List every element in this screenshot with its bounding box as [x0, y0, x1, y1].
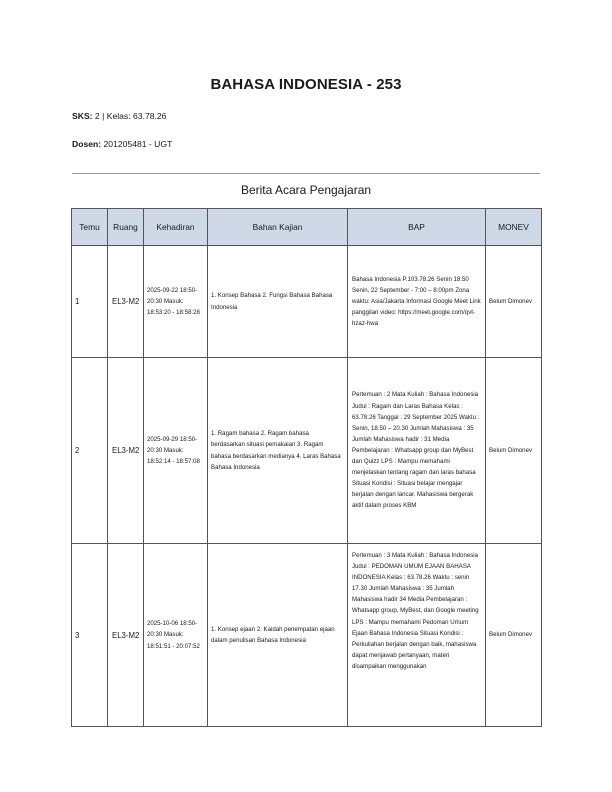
cell-monev: Belum Dimonev — [486, 246, 542, 358]
course-title: BAHASA INDONESIA - 253 — [210, 76, 402, 93]
cell-bap: Pertemuan : 2 Mata Kuliah : Bahasa Indonesia Judul : Ragam dan Laras Bahasa Kelas : 63.78.26 Tanggal : 29 September 2025 Waktu : Senin, 18.50 – 20.30 Jumlah Mahasiswa : 35 Jumlah Mahasiswa hadir : 31 Media Pembelajaran : Whatsapp group dan MyBest dan Quizz LPS : Mampu memahami menjelaskan tentang ragam dan laras bahasa Situasi Kondisi : Situasi belajar mengajar berjalan dengan lancar. Mahasiswa bergerak aktif dalam proses KBM — [348, 358, 486, 544]
header-bap: BAP — [348, 209, 486, 246]
cell-bap: Bahasa Indonesia P.103.78.26 Senin 18.50 Senin, 22 September - 7:00 – 8:00pm Zona waktu: Asia/Jakarta Informasi Google Meet Link panggilan video: https://meet.google.com/qvt-hzaz-hwa — [348, 246, 486, 358]
table-row — [72, 358, 542, 544]
sks-label: SKS: — [72, 111, 93, 121]
table-row — [72, 246, 542, 358]
header-temu: Temu — [72, 209, 108, 246]
header-kehadiran: Kehadiran — [144, 209, 208, 246]
cell-ruang: EL3-M2 — [108, 544, 144, 727]
sks-kelas-value: 2 | Kelas: 63.78.26 — [92, 111, 167, 121]
cell-kehadiran: 2025-09-22 18:50-20:30 Masuk: 18:53:20 - 18:58:28 — [144, 246, 208, 358]
table-header-row — [72, 209, 542, 246]
course-sks-kelas — [72, 111, 166, 121]
table-row — [72, 544, 542, 727]
cell-ruang: EL3-M2 — [108, 246, 144, 358]
cell-temu: 2 — [72, 358, 108, 544]
divider — [72, 173, 540, 174]
header-monev: MONEV — [486, 209, 542, 246]
cell-temu: 1 — [72, 246, 108, 358]
cell-bahan-kajian: 1. Konsep Bahasa 2. Fungsi Bahasa Bahasa Indonesia — [208, 246, 348, 358]
dosen-value: 201205481 - UGT — [101, 139, 173, 149]
cell-monev: Belum Dimonev — [486, 358, 542, 544]
dosen-label: Dosen: — [72, 139, 102, 149]
cell-bap: Pertemuan : 3 Mata Kuliah : Bahasa Indonesia Judul : PEDOMAN UMUM EJAAN BAHASA INDONESIA Kelas : 63.78.26 Waktu : senin 17.30 Jumlah Mahasiswa : 35 Jumlah Mahasiswa hadir 34 Media Pembelajaran : Whatsapp group, MyBest, dan Google meeting LPS : Mampu memahami Pedoman Umum Ejaan Bahasa Indonesia Situasi Kondisi : Perkuliahan berjalan dengan baik, mahasiswa dapat menjawab pertanyaan, materi disampaikan menggunakan — [348, 544, 486, 727]
cell-kehadiran: 2025-10-06 18:50-20:30 Masuk: 18:51:51 - 20:07:52 — [144, 544, 208, 727]
cell-bahan-kajian: 1. Ragam bahasa 2. Ragam bahasa berdasarkan situasi pemakaian 3. Ragam bahasa berdasarkan medianya 4. Laras Bahasa Bahasa Indonesia — [208, 358, 348, 544]
header-ruang: Ruang — [108, 209, 144, 246]
section-title: Berita Acara Pengajaran — [240, 183, 372, 197]
header-bahan-kajian: Bahan Kajian — [208, 209, 348, 246]
cell-ruang: EL3-M2 — [108, 358, 144, 544]
cell-bahan-kajian: 1. Konsep ejaan 2. Kaidah penempatan ejaan dalam penulisan Bahasa Indonesia — [208, 544, 348, 727]
cell-kehadiran: 2025-09-29 18:50-20:30 Masuk: 18:52:14 - 18:57:08 — [144, 358, 208, 544]
cell-monev: Belum Dimonev — [486, 544, 542, 727]
cell-temu: 3 — [72, 544, 108, 727]
course-dosen — [72, 139, 172, 149]
bap-table — [71, 208, 542, 727]
